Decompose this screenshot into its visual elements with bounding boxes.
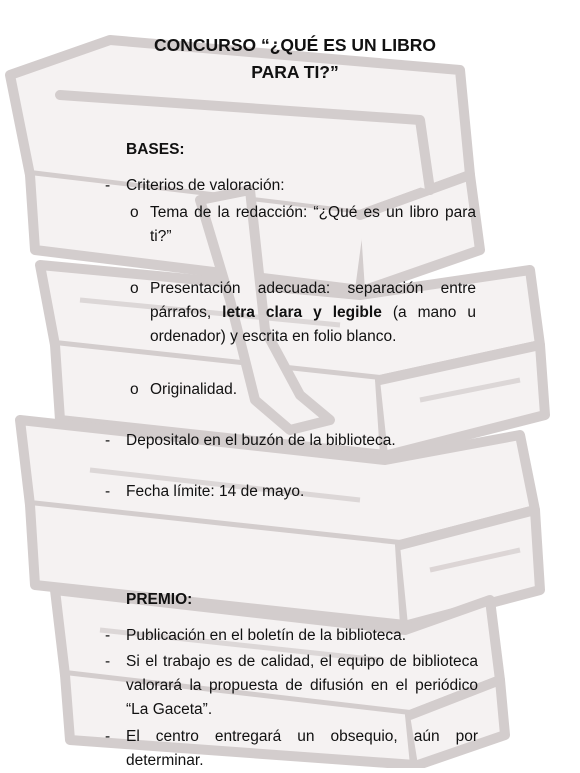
criterion-presentation-rest: (a mano u ordenador) y escrita en folio blanco.: [150, 304, 476, 345]
prize-item: El centro entregará un obsequio, aún por determinar.: [126, 728, 478, 769]
deposit-instruction: Depositalo en el buzón de la biblioteca.: [126, 432, 396, 449]
dash-bullet: -: [105, 653, 111, 670]
page-title: [110, 32, 480, 86]
circle-bullet: o: [130, 204, 139, 221]
criteria-label: Criterios de valoración:: [126, 177, 285, 194]
dash-bullet: -: [105, 483, 111, 500]
prize-item: Publicación en el boletín de la biblioteca.: [126, 627, 407, 644]
dash-bullet: -: [105, 627, 111, 644]
title-line-2: PARA TI?”: [251, 62, 339, 82]
criterion-presentation-text: Presentación adecuada: separación entre párrafos,: [150, 280, 476, 321]
premio-heading: PREMIO:: [126, 591, 193, 608]
bases-heading: BASES:: [126, 141, 185, 158]
criterion-topic: Tema de la redacción: “¿Qué es un libro para ti?”: [150, 204, 476, 245]
circle-bullet: o: [130, 280, 139, 297]
prize-item: Si el trabajo es de calidad, el equipo de biblioteca valorará la propuesta de difusión en el periódico “La Gaceta”.: [126, 653, 478, 718]
deadline-text: Fecha límite: 14 de mayo.: [126, 483, 305, 500]
dash-bullet: -: [105, 728, 111, 745]
dash-bullet: -: [105, 177, 111, 194]
dash-bullet: -: [105, 432, 111, 449]
title-line-1: CONCURSO “¿QUÉ ES UN LIBRO: [154, 35, 436, 55]
circle-bullet: o: [130, 381, 139, 398]
criterion-presentation: [150, 277, 476, 349]
criterion-originality: Originalidad.: [150, 381, 238, 398]
criterion-presentation-bold: letra clara y legible: [222, 304, 382, 321]
